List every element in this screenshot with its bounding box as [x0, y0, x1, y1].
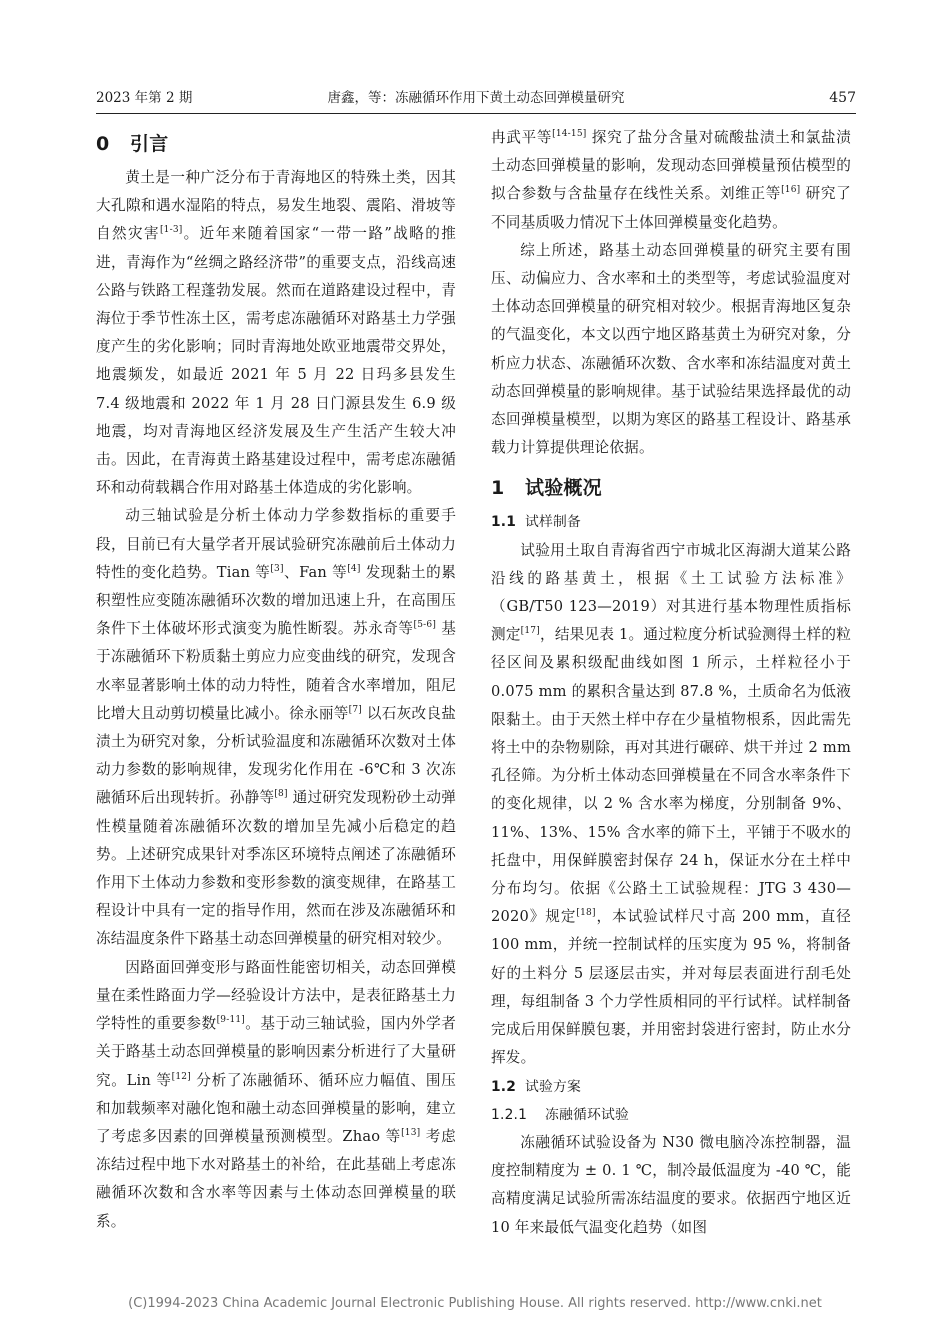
- section-heading-introduction: 0 引言: [96, 133, 169, 155]
- citation[interactable]: [17]: [520, 626, 540, 637]
- section-heading-test-overview: 1 试验概况: [491, 477, 602, 500]
- section-title: 试验概况: [525, 477, 602, 500]
- running-title: 唐鑫，等：冻融循环作用下黄土动态回弹模量研究: [327, 90, 625, 106]
- citation[interactable]: [5-6]: [413, 620, 437, 631]
- paragraph-intro-3: 因路面回弹变形与路面性能密切相关，动态回弹模量在柔性路面力学—经验设计方法中，是表征路基土力学特性的重要参数[9-11]。基于动三轴试验，国内外学者关于路基土动态回弹模量的影响因素分析进行了大量研究。Lin 等[12] 分析了冻融循环、循环应力幅值、围压和加载频率对融化饱和融土动态回弹模量的影响，建立了考虑多因素的回弹模量预测模型。Zhao 等[13] 考虑冻结过程中地下水对路基土的补给，在此基础上考虑冻融循环次数和含水率等因素与土体动态回弹模量的联系。: [96, 958, 456, 1230]
- citation[interactable]: [16]: [781, 185, 801, 196]
- left-column: [96, 124, 456, 1236]
- paragraph-intro-2: 动三轴试验是分析土体动力学参数指标的重要手段，目前已有大量学者开展试验研究冻融前后土体动力特性的变化趋势。Tian 等[3]、Fan 等[4] 发现黏土的累积塑性应变随冻融循环次数的增加迅速上升，在高围压条件下土体破坏形式演变为脆性断裂。苏永奇等[5-6] 基于冻融循环下粉质黏土剪应力应变曲线的研究，发现含水率显著影响土体的动力特性，随着含水率增加，阻尼比增大且动剪切模量比减小。徐永丽等[7] 以石灰改良盐渍土为研究对象，分析试验温度和冻融循环次数对土体动力参数的影响规律，发现劣化作用在 -6℃和 3 次冻融循环后出现转折。孙静等[8] 通过研究发现粉砂土动弹性模量随着冻融循环次数的增加呈先减小后稳定的趋势。上述研究成果针对季冻区环境特点阐述了冻融循环作用下土体动力参数和变形参数的演变规律，在路基工程设计中具有一定的指导作用，然而在涉及冻融循环和冻结温度条件下路基土动态回弹模量的研究相对较少。: [96, 507, 457, 948]
- subsection-heading-sample-preparation: 1.1 试样制备: [491, 514, 581, 531]
- paragraph-intro-1: 黄土是一种广泛分布于青海地区的特殊土类，因其大孔隙和遇水湿陷的特点，易发生地裂、震陷、滑坡等自然灾害[1-3]。近年来随着国家“一带一路”战略的推进，青海作为“丝绸之路经济带”的重要支点，沿线高速公路与铁路工程蓬勃发展。然而在道路建设过程中，青海位于季节性冻土区，需考虑冻融循环对路基土力学强度产生的劣化影响；同时青海地处欧亚地震带交界处，地震频发，如最近 2021 年 5 月 22 日玛多县发生 7.4 级地震和 2022 年 1 月 28 日门源县发生 6.9 级地震，均对青海地区经济发展及生产生活产生较大冲击。因此，在青海黄土路基建设过程中，需考虑冻融循环和动荷载耦合作用对路基土体造成的劣化影响。: [96, 169, 456, 497]
- paragraph-sample-preparation: 试验用土取自青海省西宁市城北区海湖大道某公路沿线的路基黄土，根据《土工试验方法标准》（GB/T50 123—2019）对其进行基本物理性质指标测定[17]，结果见表 1。通过粒度分析试验测得土样的粒径区间及累积级配曲线如图 1 所示，土样粒径小于 0.075 mm 的累积含量达到 87.8 %，土质命名为低液限黏土。由于天然土样中存在少量植物根系，因此需先将土中的杂物剔除，再对其进行碾碎、烘干并过 2 mm 孔径筛。为分析土体动态回弹模量在不同含水率条件下的变化规律，以 2 % 含水率为梯度，分别制备 9%、11%、13%、15% 含水率的筛下土，平铺于不吸水的托盘中，用保鲜膜密封保存 24 h，保证水分在土样中分布均匀。依据《公路土工试验规程：JTG 3 430—2020》规定[18]，本试验试样尺寸高 200 mm，直径 100 mm，并统一控制试样的压实度为 95 %，将制备好的土料分 5 层逐层击实，并对每层表面进行刮毛处理，每组制备 3 个力学性质相同的平行试样。试样制备完成后用保鲜膜包裹，并用密封袋进行密封，防止水分挥发。: [491, 541, 851, 1067]
- journal-issue: 2023 年第 2 期: [96, 90, 193, 106]
- copyright-footer: (C)1994-2023 China Academic Journal Electronic Publishing House. All rights reserved. http://www.cnki.net: [128, 1296, 822, 1311]
- running-header: [96, 86, 856, 110]
- subsection-heading-test-plan: 1.2 试验方案: [491, 1078, 581, 1095]
- header-rule: [96, 113, 856, 114]
- subsubsection-heading-freeze-thaw-test: 1.2.1 冻融循环试验: [491, 1106, 629, 1123]
- citation[interactable]: [4]: [347, 563, 361, 574]
- paragraph-freeze-thaw-test: 冻融循环试验设备为 N30 微电脑冷冻控制器，温度控制精度为 ± 0. 1 ℃，制冷最低温度为 -40 ℃，能高精度满足试验所需冻结温度的要求。依据西宁地区近 10 年来最低气温变化趋势（如图: [491, 1133, 851, 1236]
- page-number: 457: [829, 90, 856, 106]
- right-column: [491, 124, 851, 1242]
- citation[interactable]: [18]: [576, 908, 596, 919]
- citation[interactable]: [12]: [171, 1071, 191, 1082]
- citation[interactable]: [7]: [348, 705, 362, 715]
- section-title: 引言: [130, 133, 169, 155]
- citation[interactable]: [13]: [401, 1128, 421, 1139]
- citation[interactable]: [3]: [270, 563, 284, 574]
- paragraph-intro-4: 综上所述，路基土动态回弹模量的研究主要有围压、动偏应力、含水率和土的类型等，考虑试验温度对土体动态回弹模量的研究相对较少。根据青海地区复杂的气温变化，本文以西宁地区路基黄土为研究对象，分析应力状态、冻融循环次数、含水率和冻结温度对黄土动态回弹模量的影响规律。基于试验结果选择最优的动态回弹模量模型，以期为寒区的路基工程设计、路基承载力计算提供理论依据。: [491, 241, 851, 457]
- citation[interactable]: [14-15]: [552, 129, 587, 140]
- paragraph-intro-3-continued: 冉武平等[14-15] 探究了盐分含量对硫酸盐渍土和氯盐渍土动态回弹模量的影响，发现动态回弹模量预估模型的拟合参数与含盐量存在线性关系。刘维正等[16] 研究了不同基质吸力情况下土体回弹模量变化趋势。: [491, 129, 851, 231]
- citation[interactable]: [1-3]: [159, 225, 183, 236]
- citation[interactable]: [8]: [274, 789, 288, 800]
- citation[interactable]: [9-11]: [216, 1015, 246, 1026]
